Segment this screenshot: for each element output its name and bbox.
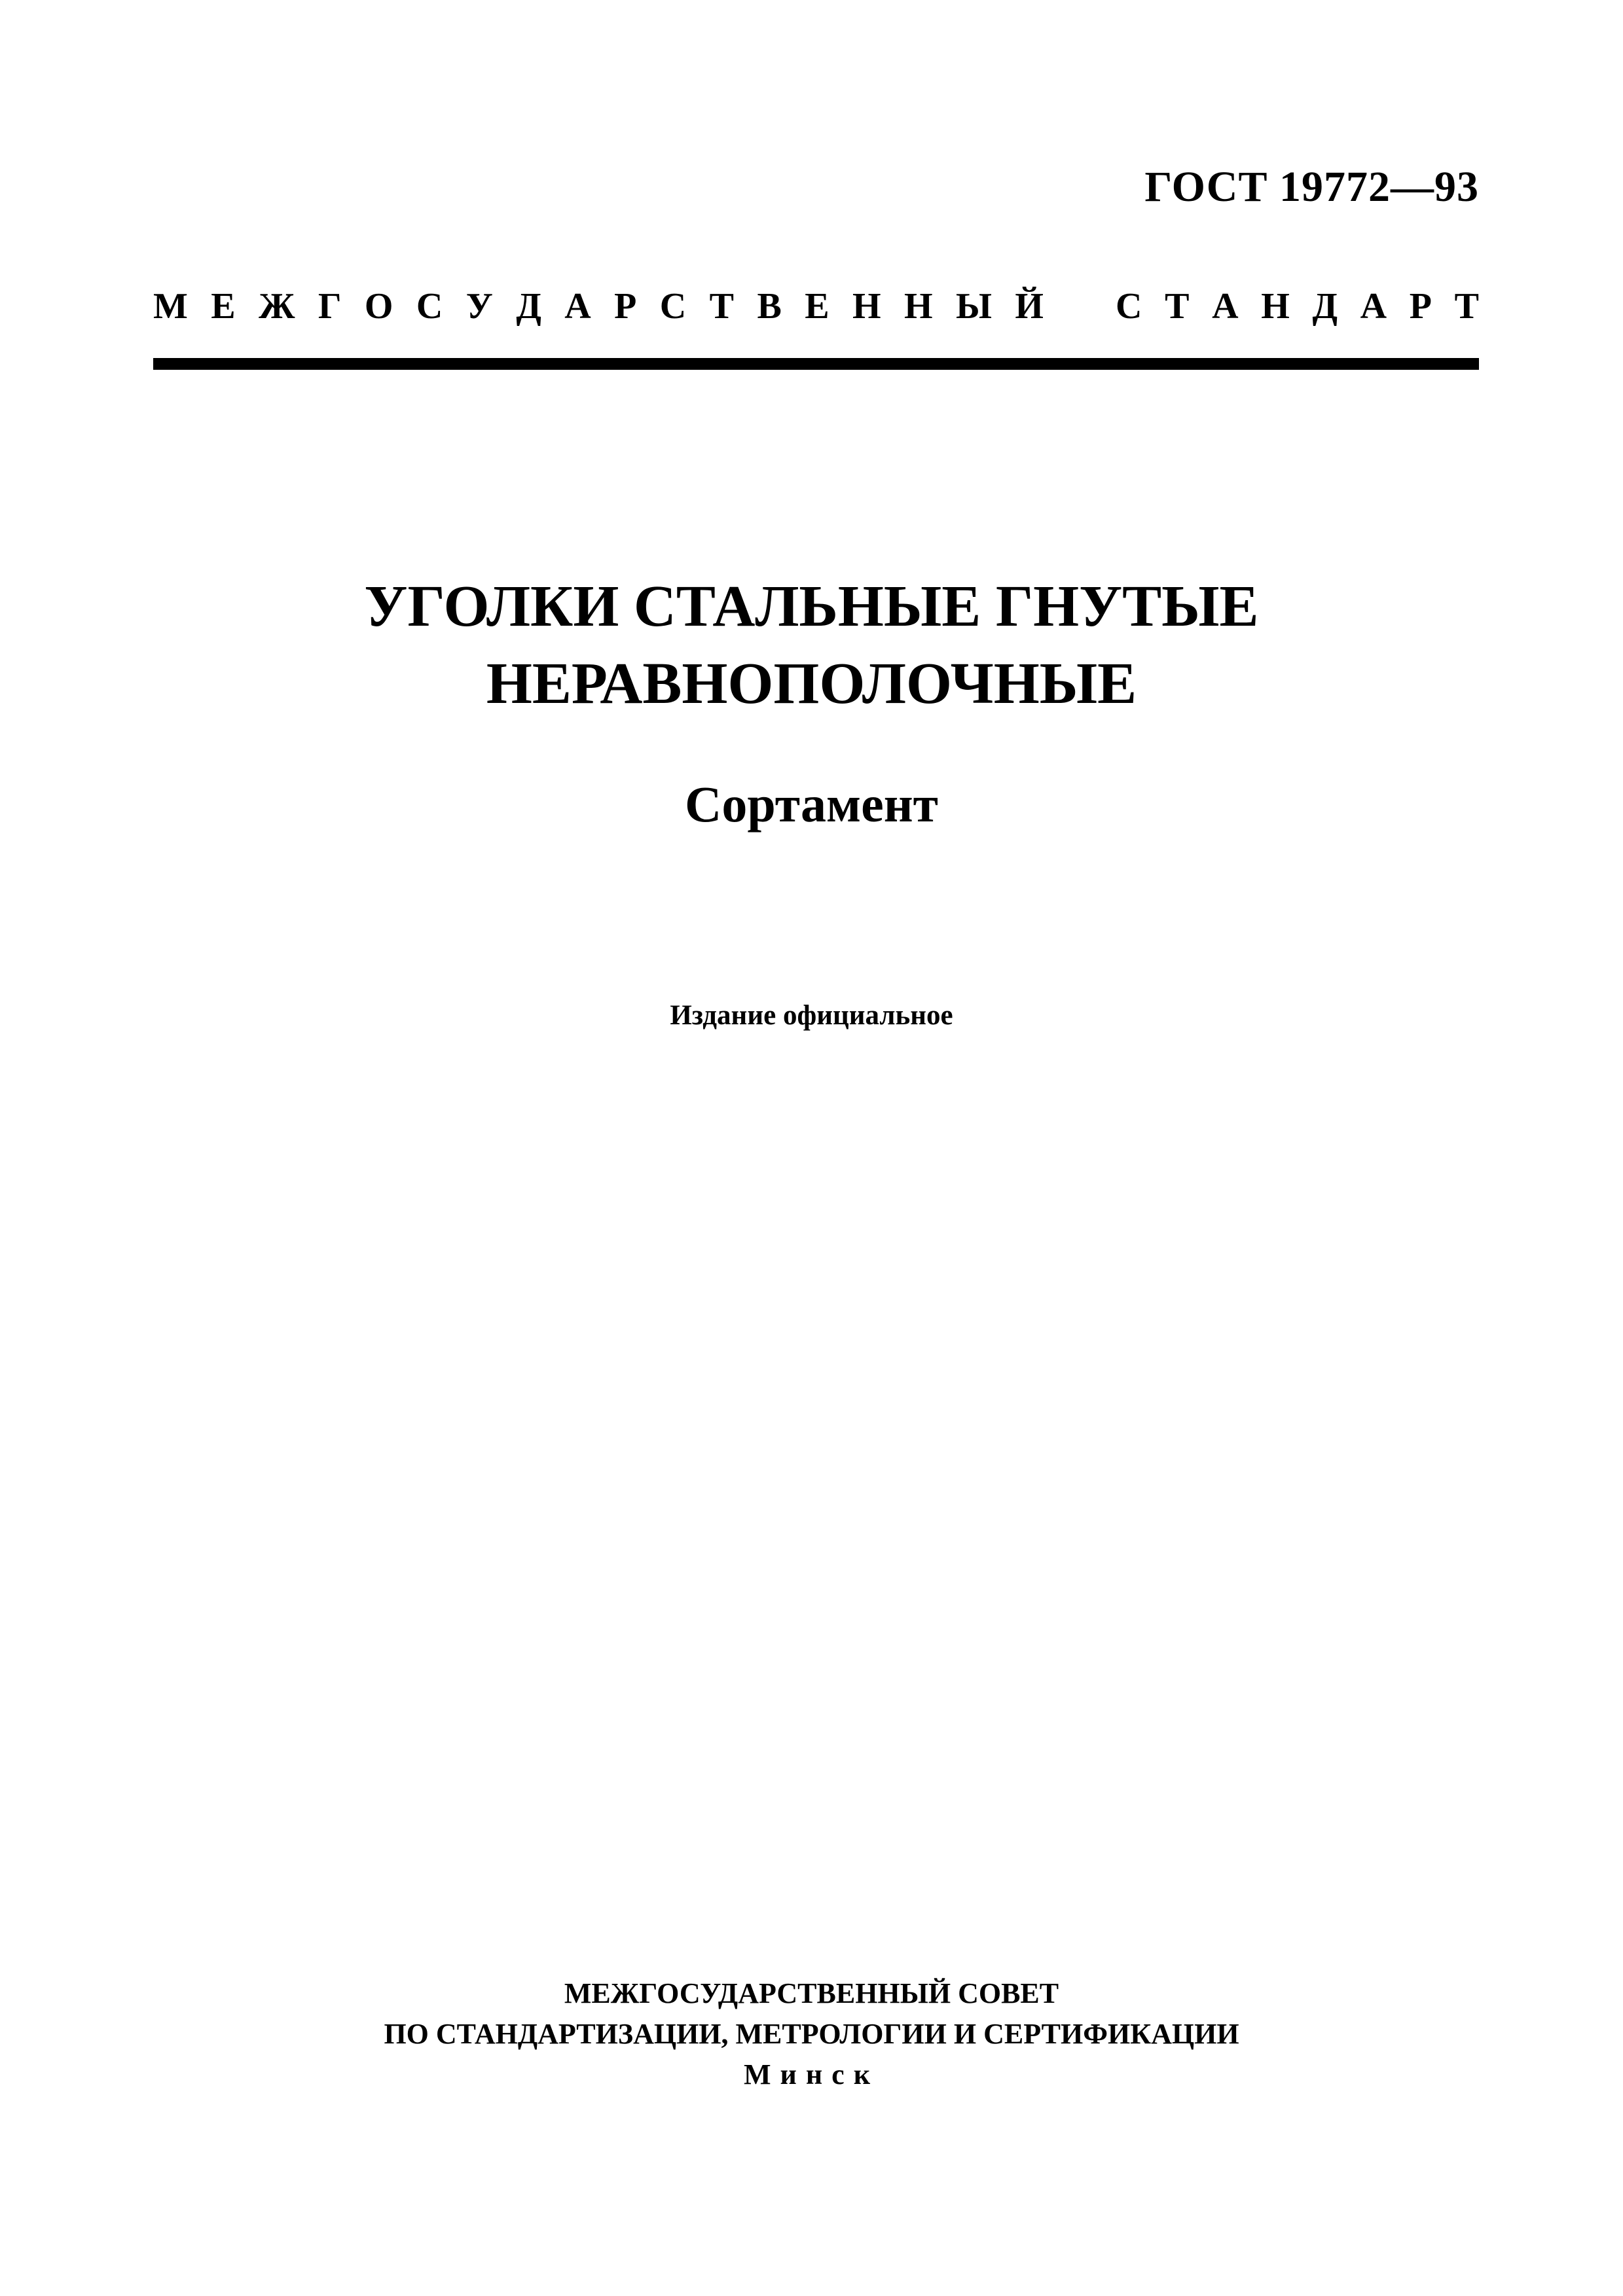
publisher-line-2: ПО СТАНДАРТИЗАЦИИ, МЕТРОЛОГИИ И СЕРТИФИКАЦИИ xyxy=(384,2018,1239,2050)
header-letter: Н xyxy=(903,286,933,327)
header-letter: А xyxy=(564,286,591,327)
publisher-block xyxy=(0,1973,1623,2095)
header-letter: О xyxy=(364,286,393,327)
header-letter: Д xyxy=(1312,286,1338,327)
header-letter: Г xyxy=(318,286,342,327)
header-letter: Ж xyxy=(259,286,295,327)
document-title xyxy=(0,568,1623,723)
header-letter: Й xyxy=(1015,286,1044,327)
header-letter: Н xyxy=(1261,286,1290,327)
header-letter: Р xyxy=(1409,286,1432,327)
title-line-2: НЕРАВНОПОЛОЧНЫЕ xyxy=(486,651,1137,716)
header-letter: В xyxy=(757,286,782,327)
header-letter: Е xyxy=(805,286,830,327)
header-letter: А xyxy=(1360,286,1387,327)
publisher-line-1: МЕЖГОСУДАРСТВЕННЫЙ СОВЕТ xyxy=(564,1977,1059,2009)
document-subtitle: Сортамент xyxy=(685,776,938,833)
header-letter: С xyxy=(1116,286,1142,327)
header-letter: Ы xyxy=(955,286,992,327)
standard-type-header xyxy=(153,288,1479,325)
header-letter: Н xyxy=(852,286,881,327)
header-letter: Т xyxy=(1454,286,1479,327)
edition-note: Издание официальное xyxy=(670,1000,953,1031)
header-word-standard xyxy=(1116,288,1479,325)
header-letter: У xyxy=(465,286,493,327)
header-word-interstate xyxy=(153,288,1044,325)
publisher-city: Минск xyxy=(743,2058,880,2090)
header-letter: Р xyxy=(614,286,637,327)
header-letter: С xyxy=(416,286,443,327)
header-letter: Е xyxy=(211,286,236,327)
header-rule xyxy=(153,358,1479,370)
header-letter: Д xyxy=(516,286,541,327)
header-letter: Т xyxy=(709,286,735,327)
header-letter: М xyxy=(153,286,188,327)
title-line-1: УГОЛКИ СТАЛЬНЫЕ ГНУТЫЕ xyxy=(364,574,1259,639)
header-letter: С xyxy=(659,286,687,327)
header-letter: Т xyxy=(1165,286,1190,327)
header-letter: А xyxy=(1212,286,1239,327)
standard-designation: ГОСТ 19772—93 xyxy=(1144,163,1479,211)
